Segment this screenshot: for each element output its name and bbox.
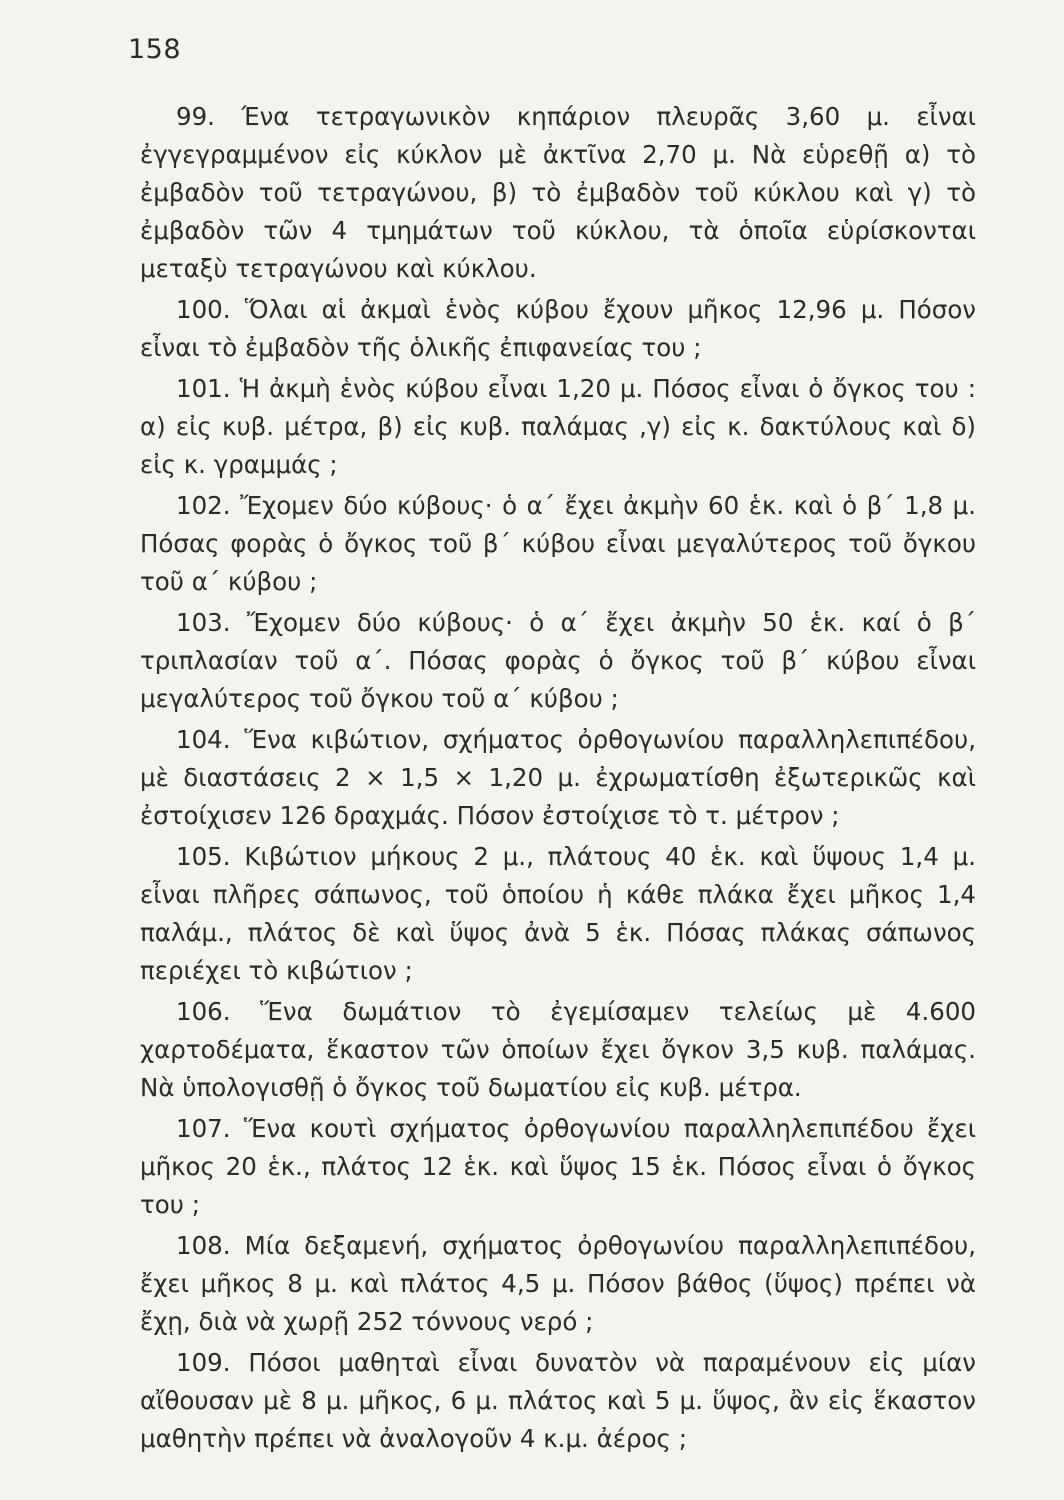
problem-103 xyxy=(140,604,976,718)
problem-number: 102. xyxy=(176,491,231,520)
problem-number: 106. xyxy=(176,997,231,1026)
problem-101 xyxy=(140,370,976,484)
problem-number: 108. xyxy=(176,1231,231,1260)
problem-108 xyxy=(140,1227,976,1341)
problem-number: 103. xyxy=(176,608,231,637)
problem-text: Κιβώτιον μήκους 2 μ., πλάτους 40 ἑκ. καὶ ὕψους 1,4 μ. εἶναι πλῆρες σάπωνος, τοῦ ὁποίου ἡ κάθε πλάκα ἔχει μῆκος 1,4 παλάμ., πλάτος δὲ καὶ ὕψος ἀνὰ 5 ἑκ. Πόσας πλάκας σάπωνος περιέχει τὸ κιβώτιον ; xyxy=(140,842,976,985)
problem-list xyxy=(140,98,976,1461)
problem-number: 107. xyxy=(176,1114,231,1143)
problem-99 xyxy=(140,98,976,288)
problem-number: 104. xyxy=(176,725,231,754)
page-number: 158 xyxy=(128,34,182,65)
problem-text: Ἕνα κουτὶ σχήματος ὀρθογωνίου παραλληλεπιπέδου ἔχει μῆκος 20 ἑκ., πλάτος 12 ἑκ. καὶ ὕψος 15 ἑκ. Πόσος εἶναι ὁ ὄγκος του ; xyxy=(140,1114,976,1219)
problem-102 xyxy=(140,487,976,601)
problem-105 xyxy=(140,838,976,990)
problem-107 xyxy=(140,1110,976,1224)
problem-100 xyxy=(140,291,976,367)
problem-number: 109. xyxy=(176,1348,231,1377)
problem-text: Ένα τετραγωνικὸν κηπάριον πλευρᾶς 3,60 μ. εἶναι ἐγγεγραμμένον εἰς κύκλον μὲ ἀκτῖνα 2,70 μ. Νὰ εὑρεθῇ α) τὸ ἐμβαδὸν τοῦ τετραγώνου, β) τὸ ἐμβαδὸν τοῦ κύκλου καὶ γ) τὸ ἐμβαδὸν τῶν 4 τμημάτων τοῦ κύκλου, τὰ ὁποῖα εὑρίσκονται μεταξὺ τετραγώνου καὶ κύκλου. xyxy=(140,102,976,283)
problem-text: Ἔχομεν δύο κύβους· ὁ α΄ ἔχει ἀκμὴν 50 ἑκ. καί ὁ β΄ τριπλασίαν τοῦ α΄. Πόσας φορὰς ὁ ὄγκος τοῦ β΄ κύβου εἶναι μεγαλύτερος τοῦ ὄγκου τοῦ α΄ κύβου ; xyxy=(140,608,976,713)
problem-104 xyxy=(140,721,976,835)
problem-text: Ὅλαι αἱ ἀκμαὶ ἑνὸς κύβου ἔχουν μῆκος 12,96 μ. Πόσον εἶναι τὸ ἐμβαδὸν τῆς ὁλικῆς ἐπιφανείας του ; xyxy=(140,295,976,362)
problem-text: Ἡ ἀκμὴ ἑνὸς κύβου εἶναι 1,20 μ. Πόσος εἶναι ὁ ὄγκος του : α) εἰς κυβ. μέτρα, β) εἰς κυβ. παλάμας ,γ) εἰς κ. δακτύλους καὶ δ) εἰς κ. γραμμάς ; xyxy=(140,374,976,479)
problem-number: 101. xyxy=(176,374,231,403)
problem-text: Ἔχομεν δύο κύβους· ὁ α΄ ἔχει ἀκμὴν 60 ἑκ. καὶ ὁ β΄ 1,8 μ. Πόσας φορὰς ὁ ὄγκος τοῦ β΄ κύβου εἶναι μεγαλύτερος τοῦ ὄγκου τοῦ α΄ κύβου ; xyxy=(140,491,976,596)
problem-text: Μία δεξαμενή, σχήματος ὀρθογωνίου παραλληλεπιπέδου, ἔχει μῆκος 8 μ. καὶ πλάτος 4,5 μ. Πόσον βάθος (ὕψος) πρέπει νὰ ἔχῃ, διὰ νὰ χωρῇ 252 τόννους νερό ; xyxy=(140,1231,976,1336)
problem-text: Πόσοι μαθηταὶ εἶναι δυνατὸν νὰ παραμένουν εἰς μίαν αἴθουσαν μὲ 8 μ. μῆκος, 6 μ. πλάτος καὶ 5 μ. ὕψος, ἂν εἰς ἕκαστον μαθητὴν πρέπει νὰ ἀναλογοῦν 4 κ.μ. ἀέρος ; xyxy=(140,1348,976,1453)
problem-text: Ἕνα κιβώτιον, σχήματος ὀρθογωνίου παραλληλεπιπέδου, μὲ διαστάσεις 2 × 1,5 × 1,20 μ. ἐχρωματίσθη ἐξωτερικῶς καὶ ἐστοίχισεν 126 δραχμάς. Πόσον ἐστοίχισε τὸ τ. μέτρον ; xyxy=(140,725,976,830)
problem-number: 105. xyxy=(176,842,231,871)
problem-number: 100. xyxy=(176,295,231,324)
problem-text: Ἕνα δωμάτιον τὸ ἐγεμίσαμεν τελείως μὲ 4.600 χαρτοδέματα, ἕκαστον τῶν ὁποίων ἔχει ὄγκον 3,5 κυβ. παλάμας. Νὰ ὑπολογισθῇ ὁ ὄγκος τοῦ δωματίου εἰς κυβ. μέτρα. xyxy=(140,997,976,1102)
problem-106 xyxy=(140,993,976,1107)
problem-109 xyxy=(140,1344,976,1458)
problem-number: 99. xyxy=(176,102,215,131)
